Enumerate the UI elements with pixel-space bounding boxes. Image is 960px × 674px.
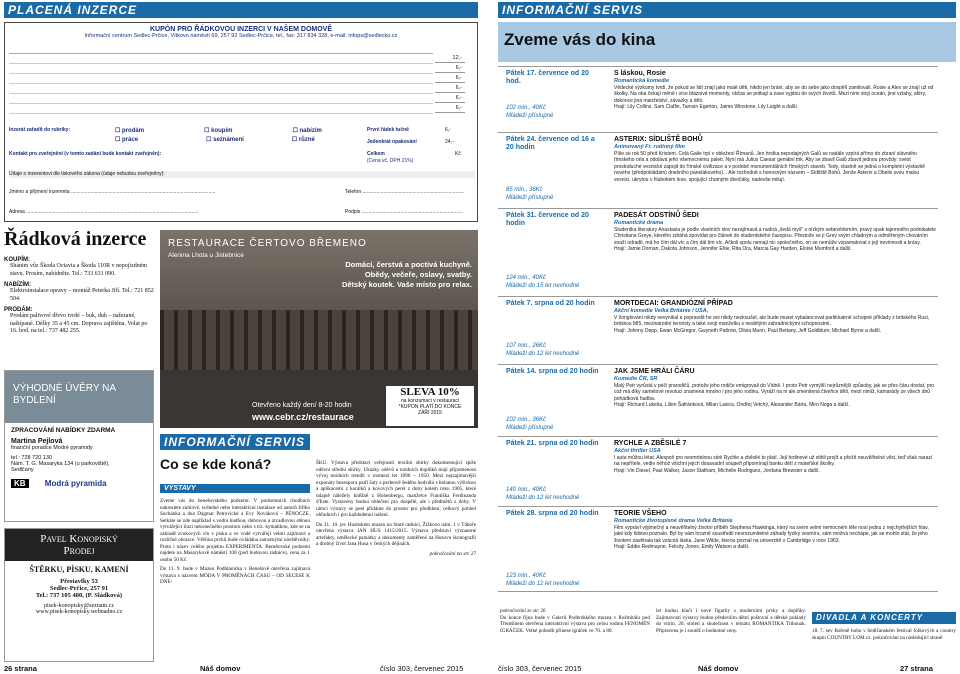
radkova-title: Řádková inzerce — [4, 228, 147, 250]
bank-role: finanční poradce Modré pyramidy — [11, 445, 93, 451]
konopisky-street: Přestavlky 53 — [60, 578, 98, 585]
right-issue: číslo 303, červenec 2015 — [498, 664, 582, 673]
coupon-form — [4, 22, 478, 222]
konopisky-mail[interactable]: pisek-konopisky@seznam.cz — [43, 603, 114, 609]
movie-item: Pátek 31. července od 20 hodin 124 min., 40Kč Mládeži do 15 let nevhodné PADESÁT ODSTÍNŮ ŠEDI Romantické drama Studentka literatury Anastasia je podle vlastních slov nezajímavá a nudná „šedá myš" s nízkým sebevědomím, pravý opak tajemného podnikatele Christiana Greye, kterého zdráhá zpovídat pro článek do studentského časopisu. Přestože se jí Grey svým chladným a odměřeným chováním snaží odradit, má ho čím dál víc a čím dál tím víc. Ačkoli spolu nemají nic společného, on se nemůže vzpamatovat z její nevinnosti a krásy. Hrají: Jamie Dornan, Dakota Johnson, Jennifer Ehle, Rita Ora, Marcia Gay Harden, Eloise Mumford a další. — [498, 208, 938, 296]
bottom-col1: pokračování ze str. 26 Do konce října bude v Galerii Podbrdského muzea v Rožmitálu pod Třemšínem otevřena interaktivní výstava pro celou rodinu FENOMÉN IGRÁČEK. Velké pohodlí přinese igráček ve 70. a 80. — [500, 608, 650, 634]
divadla-header: DIVADLA A KONCERTY — [812, 612, 956, 624]
left-magazine-name: Náš domov — [200, 664, 241, 673]
konopisky-city: Sedlec-Prčice, 257 91 — [49, 585, 109, 592]
rubric-label: Inzerát zařadit do rubriky: — [9, 127, 71, 133]
rubric-options[interactable]: ☐ prodám ☐ koupím ☐ nabízím ☐ práce ☐ seznámení ☐ různé — [115, 128, 322, 143]
bank-headline: VÝHODNÉ ÚVĚRY NA BYDLENÍ — [5, 371, 153, 423]
sale-coupon: SLEVA 10% na konzumaci v restauraci *KUPON PLATÍ DO KONCE ZÁŘÍ 2015 — [386, 386, 474, 426]
bank-addr: Nám. T. G. Masaryka 134 (u parkoviště), — [11, 461, 110, 467]
right-magazine-name: Náš domov — [698, 664, 739, 673]
coupon-info: Informační centrum Sedlec-Prčice, Vítkovo náměstí 69, 257 92 Sedlec-Prčice, tel., fax: 317 834 328, e-mail: infops@sedlecko.cz — [84, 33, 398, 39]
total-note: (Cena vč. DPH 21%) — [367, 158, 414, 164]
sign-field[interactable]: Podpis ......................................................................... — [345, 209, 464, 215]
bank-tel: tel.: 728 720 130 — [11, 455, 52, 461]
restaurant-name: RESTAURACE ČERTOVO BŘEMENO — [168, 238, 367, 249]
info-col2: ŠKU. Výstava představí veřejnosti textilní sbírky dokumentující spíše oděvní střední sbírky. Ukázky oděvů a módních doplňků mají připomenout vývoj módních trendů v rozmezí let 1890 – 1950. Mezi nejzajímavější exponáty bezesporu patří šaty z perleově šedého hedvábí s bohatou výšivkou a aplikacemi z korálků a kovových perel z doby kolem roku 1905, které údajně náležely kněžně z Hohenbergu, manželce Františka Ferdinanda d'Este. Vystaveny budou oblečení pro dospělé, ale i předmětů z doby. V rámci výstavy se poté přidáme do prostor pro předklení, celkový pohled obřadních i pro každodenní nošení. Do 31. 10. jev Husitském muzeu na Staré radnici, Žižkovo nám. 1 v Táboře otevřena výstava JAN HUS 1415/2015. Výstava představí významné artefakty, umělecké památky a dokumenty zaměřené na Husovu ikonografii a drobný život Jana Husa v českých dějinách. pokračování na str. 27 — [316, 460, 476, 557]
kino-title: Zveme vás do kina — [504, 30, 656, 49]
konopisky-tel: Tel.: 737 105 480, (P. Sládková) — [35, 592, 123, 599]
address-field[interactable]: Adresa ............................................................................................................................ — [9, 209, 199, 215]
bank-sub: ZPRACOVÁNÍ NABÍDKY ZDARMA — [11, 427, 116, 434]
vystavy-label: VÝSTAVY — [160, 484, 310, 493]
konopisky-web[interactable]: www.pisek-konopisky.webnadno.cz — [35, 609, 123, 615]
bottom-col2: let budou kluči i nové figurky s moderními prvky a doplňky. Zajímavostí výstavy budou především dětní poštovní a dětské poklady do vitrín. 20. století a skutečnost v tématu ROMANTIKA Tribunak. Připravena je i soutěž o hodnotné ceny. — [656, 608, 806, 634]
left-issue: číslo 303, červenec 2015 — [380, 664, 464, 673]
kb-logo: KB — [11, 479, 29, 488]
bank-person: Martina Pejlová — [11, 438, 63, 445]
konopisky-goods: ŠTĚRKU, PÍSKU, KAMENÍ — [29, 565, 129, 574]
left-header: PLACENÁ INZERCE — [4, 2, 478, 18]
right-page-number: 27 strana — [900, 664, 933, 673]
info-header-left: INFORMAČNÍ SERVIS — [160, 434, 310, 450]
restaurant-web[interactable]: www.cebr.cz/restaurace — [252, 412, 354, 422]
right-header: INFORMAČNÍ SERVIS — [498, 2, 956, 18]
restaurant-ad — [160, 230, 478, 428]
konopisky-ad — [4, 528, 154, 662]
movie-item: Pátek 14. srpna od 20 hodin 102 min., 36Kč Mládeži přístupné JAK JSME HRÁLI ČÁRU Komedie ČR, SR Malý Petr vyrůstá v péči prarodičů, protože jeho rodiče emigrovali do Vídně. I proto Petr vymýšlí nejrůznější způsoby, jak se přes čáru dostat, pro což má díky sametové revoluci znamená mnoho i pro jeho rodinu. Vyráží na ni ale zmenšená čtveřice dětí, mezi nimiž, kamarády ze všech dnů pohádková hudba. Hrají: Richard Lukeša, Lilien Šafránková, Milan Lasica, Ondřej Vetchý, Alexander Bárta, Miro Noga a další. — [498, 364, 938, 436]
coupon-lines[interactable] — [9, 53, 433, 123]
restaurant-hours: Otevřeno každý den/ 8-20 hodin — [252, 402, 352, 409]
restaurant-place: Alenina Lhota u Jistebnice — [168, 252, 244, 259]
restaurant-furniture — [160, 310, 478, 370]
movie-list — [498, 62, 956, 592]
mp-logo: Modrá pyramida — [44, 479, 107, 488]
info-title: Co se kde koná? — [160, 456, 272, 472]
contact-label: Kontakt pro zveřejnění (v tomto zadání bude kontakt zveřejněn): — [9, 151, 162, 157]
movie-item: Pátek 24. července od 16 a 20 hodin 85 min., 36Kč Mládeži přístupné ASTERIX: SÍDLIŠTĚ BOHŮ Animovaný Fr. rodinný film Píše se rok 50 před Kristem. Celá Galie trpí v obležení Římanů. Jen hrstka nepodajných Galů se nadále vzpírá přímo do zbraní slávného římského orla a odolává jeho všemocnému paleti. Nyní má Julius Caesar geniální trik. Aby se zbavil Galů zbavit jednou provždy: svést prostoduché vesnické zapojit do římské civilizace a v podobě monumentálních římských staveb. Tedy, vlastně se jedná o kompletní výstavbě nového (předpokládám) dnešního panelákového)... Ale rozhodně s honosným názvem – Sídliště Bohů. Jenže Asterix a Obelix svou malou vesnici, ukrytou v hlubokém lese, spojující chutnými divočáky, nadevše milují. — [498, 132, 938, 208]
movie-item: Pátek 17. července od 20 hod. 102 min., 40Kč Mládeži přístupné S láskou, Rosie Romantická komedie Vědecké výzkumy tvrdí, že pokud se lidí znají jako malé děti, nikdo jen bráni, aby se do sebe jako dospělí zamilovali. Rosie a Alex se znají už od školky. Na oba čekají měně i více bláznivé momenty, občas se potkají a zase vyjdou do svých životů. Mezi nimi stojí oceán, jiné vztahy, aféry, dokonce jiná manželství, závazky a děti. Hrají: Lily Collins, Sam Claflin, Tamsin Egerton, Jaime Winstone, Lily Laight a další. — [498, 66, 938, 132]
weekly-label: Jedenkrát opakování — [367, 139, 417, 145]
konopisky-name: Pavel Konopiský — [40, 533, 118, 545]
ad-section: KOUPÍM: Shánim vůz Škoda Octavia a Škoda 110R v nepojízdném stavu. Prosím, nabídněte. Tel.: 733 631 090. NABÍZÍM: Elektroinstalace opravy – montáž Peterka Jiří. Tel.: 721 852 504. PRODÁM: Prodám palivové dřevo tvrdé – buk, dub – nařezané, naštípané. Délky 35 a 45 cm. Doprava zajištěna. Volat po 16. hod. na tel.: 737 482 255. — [4, 257, 154, 334]
restaurant-slogan: Obědy, večeře, oslavy, svatby. — [364, 270, 472, 279]
phone-field[interactable]: Telefon ......................................................................... — [345, 189, 464, 195]
left-page-number: 26 strana — [4, 664, 37, 673]
restaurant-slogan: Dětský koutek. Vaše místo pro relax. — [341, 280, 472, 289]
divadla-text: 18. 7. sev Bořeně bohu v Sedlčanském festival folkových a country skupin COUNTRY LOM.cz. pokračování na následující straně — [812, 628, 956, 641]
price-column: 12,- 6,- 6,- 6,- 6,- 6,- — [435, 53, 465, 113]
kino-title-bar — [498, 22, 956, 62]
coupon-title: KUPÓN PRO ŘÁDKOVOU INZERCI V NAŠEM DOMOVĚ — [149, 26, 332, 33]
bank-city: Sedlčany — [11, 467, 34, 473]
movie-item: Pátek 21. srpna od 20 hodin 140 min., 40Kč Mládeži do 12 let nevhodné RYCHLE A ZBĚSILÉ 7 Akční thriller USA I auta můžou létat. Alespoň pro nesmrtelnou sérii Rychle a zběsilé to platí. Její hrdinové už stihli projít a přežít neuvěřitelné věci, teď však narazí na nepřítele, vedle něhož všichni jejich dosavadní soupeři připomínají banku dětí z mateřské školky. Hrají: Vin Diesel, Paul Walker, Jason Statham, Michelle Rodriguez, Jordana Brewster a další. — [498, 436, 938, 506]
total-label: Celkem — [367, 151, 385, 157]
name-field[interactable]: Jméno a příjmení inzerenta ........................................................................................................ — [9, 189, 216, 195]
radkova-inzerce — [4, 228, 154, 336]
first-bold-price: 6,- — [445, 127, 451, 133]
kc-label: Kč — [455, 151, 461, 157]
info-col1: Zveme vás do benešovského podzemí. V podzemních chodbách nakreslete zuhlové, světelné nebo interaktivní instalace od autorů Jiřího Suchánka a dua Dagmar Petrovické a Evy Nováková – PÉNOCZE. Setkáte se zde například s vodní hudbou, dubovou a zrcadlovou stěnou vytvářející iluzi nekonečného prostoru nebo s trz. kymatikou, kde se na základě zvukových vln v písku a ve vodě vytvářejí velmi zajímavé a rozličné obrazce. Většina prvků bude ovládána samotnými návštěvníky. Proto i název celého projektu EXPERIMENTA. Benešovské podzemí najdete na Masarykově náměstí 100 (pod budovou radnice), cena za 1 osobu 50 Kč. Do 11. 9. bude v Muzeu Podblanicka v Benešově otevřena zajímavá výstava s názvem MÓDA V PROMĚNÁCH ČASU – OD SECESE K DNE- — [160, 498, 310, 585]
movie-item: Pátek 28. srpna od 20 hodin 123 min., 40Kč Mládeži do 12 let nevhodné TEORIE VŠEHO Romantické životopisné drama Velká Británie Film vypráví výjimečný a neuvěřitelný životní příběh Stephena Hawkinga, který na svém velmi nemocném těle nosí jednu z nejchytřejších hlav, jaké kdy lidstvo poznalo. Byl by vám hrozně soustředil nesrozumitelné záhady fyziky vesmíru, sám možná nechápe, jak se mohlo stát, že jeho životem zavětrala tak vzácná láska. Jane Wilde, kterou poznal na univerzitě v Cambridge v roce 1963. Hrají: Eddie Redmayne, Felicity Jones, Emily Watson a další. — [498, 506, 938, 592]
weekly-price: 24,- — [445, 139, 454, 145]
restaurant-slogan: Domácí, čerstvá a poctivá kuchyně. — [345, 260, 472, 269]
bank-ad — [4, 370, 154, 522]
movie-item: Pátek 7. srpna od 20 hodin 107 min., 26Kč Mládeži do 12 let nevhodné MORTDECAI: GRANDIÓZNÍ PŘÍPAD Akční komedie Velká Británie / USA, V žonglování nikdy nevynikal a popravdě ho ani nikdy nezkoušel, ale bude muset vybalancovat partikluárně schopné příklady z britského Rusi, britskou MI5, mezinárodní teroristy a také svojí manželku s nesbitými zahradnickými schopnostmi. Hrají: Johnny Depp, Ewan McGregor, Gwyneth Paltrow, Olivia Munn, Paul Bettany, Jeff Goldblum, Michael Byrne a další. — [498, 296, 938, 364]
konopisky-prodej: Prodej — [63, 545, 95, 557]
privacy-note: Údaje o inzerentovi dle tiskového zákona (údaje nebudou zveřejněny): — [9, 171, 475, 178]
first-bold-label: První řádek tučně — [367, 127, 409, 133]
